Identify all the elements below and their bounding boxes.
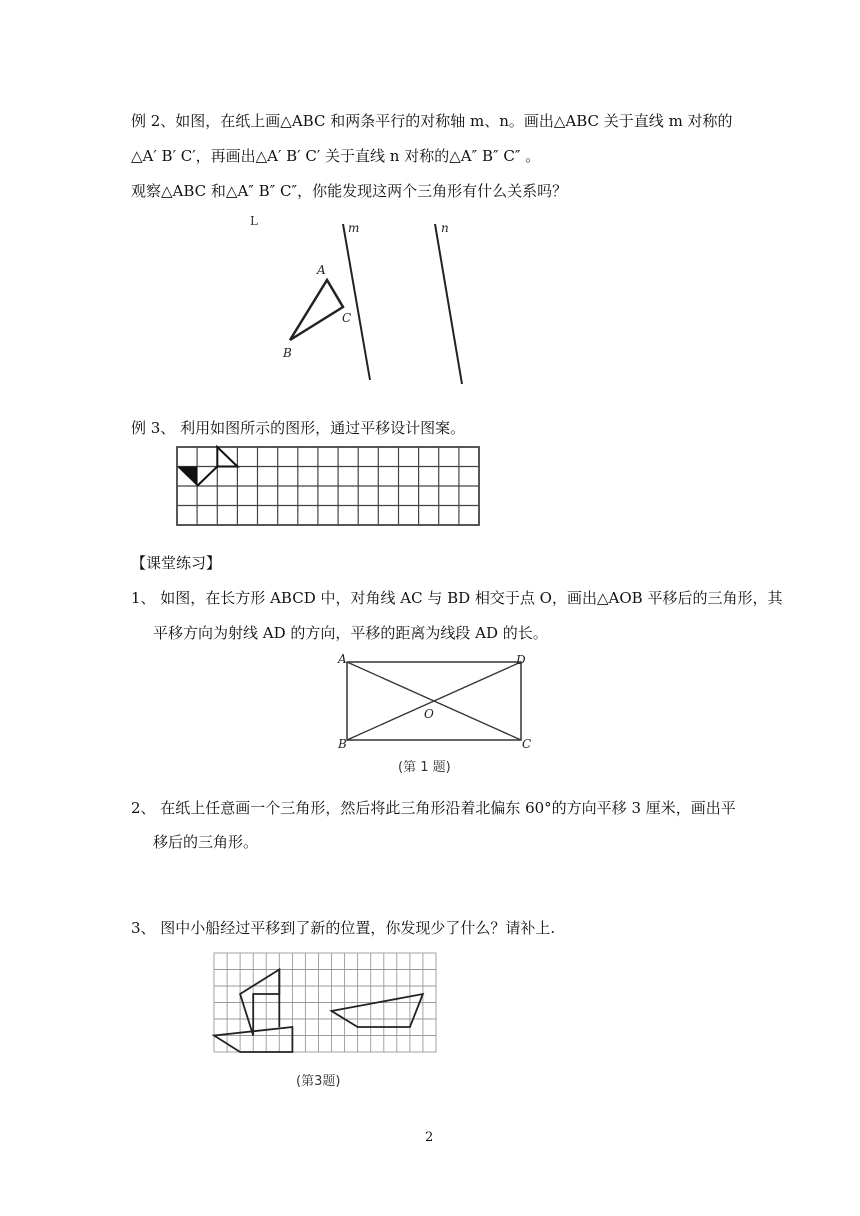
- practice-heading: 【课堂练习】: [131, 554, 222, 572]
- label-o: O: [424, 707, 434, 721]
- label-n: n: [441, 221, 449, 235]
- q3-caption: (第3题): [296, 1074, 341, 1089]
- line-n: [435, 224, 462, 384]
- corner-mark: L: [250, 214, 258, 228]
- q1-line1: 1、 如图，在长方形 ABCD 中，对角线 AC 与 BD 相交于点 O，画出△AOB 平移后的三角形，其: [131, 589, 783, 607]
- q1-caption: (第 1 题): [398, 760, 451, 775]
- label-a: A: [317, 263, 326, 277]
- label-c: C: [342, 311, 352, 325]
- example2-line1: 例 2、如图，在纸上画△ABC 和两条平行的对称轴 m、n。画出△ABC 关于直线 m 对称的: [131, 112, 733, 130]
- label-a: A: [338, 652, 347, 666]
- label-b: B: [283, 346, 292, 360]
- example2-figure: [240, 210, 500, 390]
- label-d: D: [516, 653, 526, 667]
- label-m: m: [348, 221, 360, 235]
- boat-translated-hull: [332, 994, 423, 1027]
- line-m: [343, 224, 370, 380]
- triangle-abc: [290, 280, 343, 340]
- example3-grid-figure: [175, 445, 485, 530]
- q1-line2: 平移方向为射线 AD 的方向，平移的距离为线段 AD 的长。: [153, 624, 548, 642]
- q2-line2: 移后的三角形。: [153, 833, 259, 851]
- label-c: C: [522, 737, 532, 750]
- example2-line3: 观察△ABC 和△A″ B″ C″，你能发现这两个三角形有什么关系吗？: [131, 182, 568, 200]
- q1-rectangle-figure: [330, 650, 540, 750]
- example3-text: 例 3、 利用如图所示的图形，通过平移设计图案。: [131, 419, 466, 437]
- example2-line2: △A′ B′ C′，再画出△A′ B′ C′ 关于直线 n 对称的△A″ B″ C″ 。: [131, 147, 541, 165]
- page-number: 2: [425, 1130, 434, 1145]
- q3-line1: 3、 图中小船经过平移到了新的位置，你发现少了什么？请补上.: [131, 919, 556, 937]
- q3-boat-figure: [212, 950, 442, 1060]
- label-b: B: [338, 737, 347, 750]
- black-triangle: [177, 467, 197, 487]
- q2-line1: 2、 在纸上任意画一个三角形，然后将此三角形沿着北偏东 60°的方向平移 3 厘米，画出平: [131, 799, 736, 817]
